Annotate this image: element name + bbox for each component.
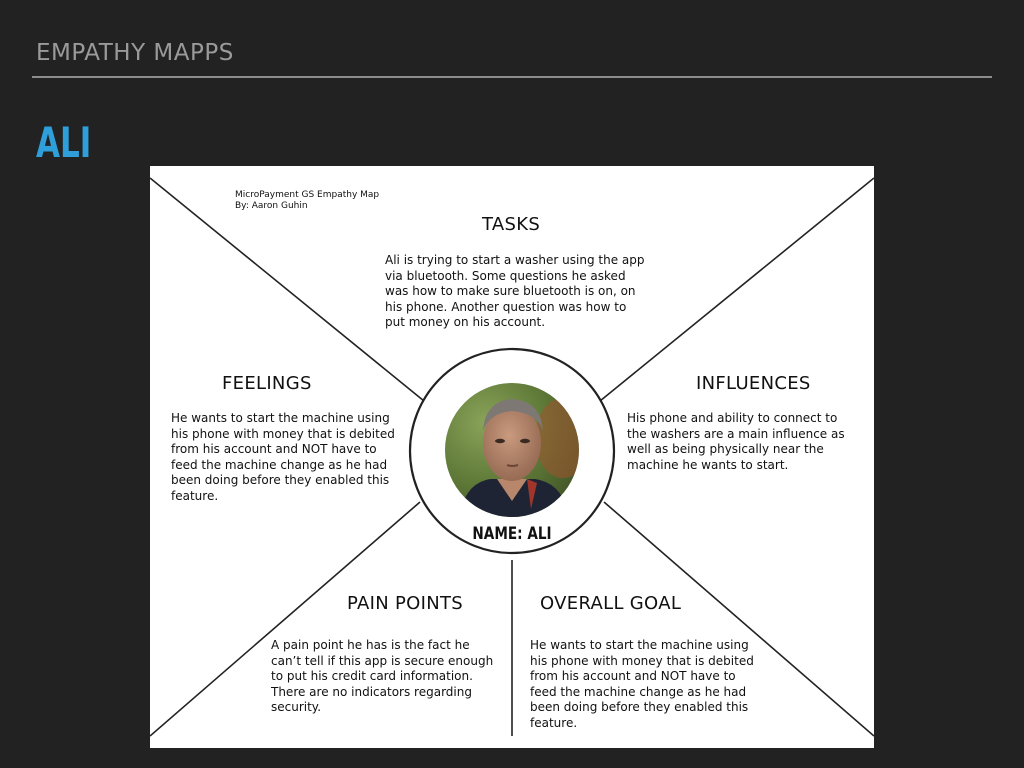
influences-text: His phone and ability to connect to the washers are a main influence as well as being physically near the machine he wants to start. bbox=[627, 411, 845, 472]
persona-photo bbox=[445, 383, 579, 517]
credit-title: MicroPayment GS Empathy Map bbox=[235, 190, 380, 200]
persona-name-label: NAME: ALI bbox=[472, 524, 552, 544]
tasks-title: TASKS bbox=[482, 214, 541, 235]
overall-goal-title: OVERALL GOAL bbox=[540, 593, 682, 614]
map-credit bbox=[235, 190, 379, 212]
influences-title: INFLUENCES bbox=[696, 373, 811, 394]
persona-heading: ALI bbox=[36, 118, 92, 167]
title-divider bbox=[32, 76, 992, 78]
slide-title: EMPATHY MAPPS bbox=[36, 40, 234, 66]
credit-author: By: Aaron Guhin bbox=[235, 201, 308, 211]
tasks-text: Ali is trying to start a washer using the app via bluetooth. Some questions he asked was how to make sure bluetooth is on, on his phone. Another question was how to put money on his account. bbox=[385, 253, 645, 329]
overall-goal-text: He wants to start the machine using his phone with money that is debited from his account and NOT have to feed the machine change as he had been doing before they enabled this feature. bbox=[530, 638, 754, 730]
pain-points-text: A pain point he has is the fact he can’t tell if this app is secure enough to put his credit card information. There are no indicators regarding security. bbox=[271, 638, 494, 714]
empathy-map bbox=[150, 166, 874, 748]
feelings-title: FEELINGS bbox=[222, 373, 312, 394]
pain-points-title: PAIN POINTS bbox=[347, 593, 464, 614]
feelings-text: He wants to start the machine using his phone with money that is debited from his account and NOT have to feed the machine change as he had been doing before they enabled this feature. bbox=[171, 411, 395, 503]
